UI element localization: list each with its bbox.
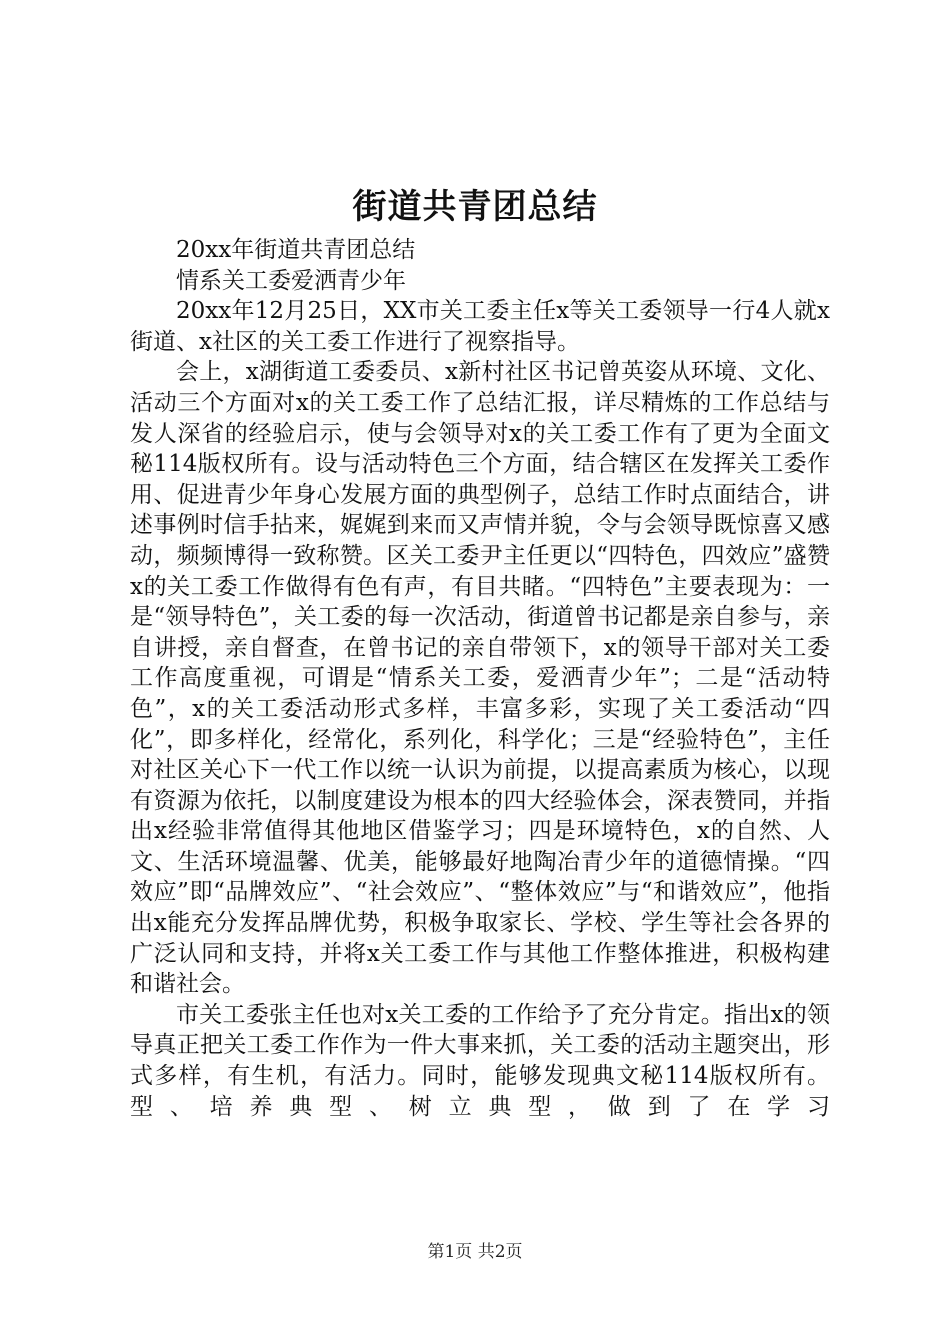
paragraph-intro: 20xx年12月25日，XX市关工委主任x等关工委领导一行4人就x街道、x社区的关工委工作进行了视察指导。 — [130, 298, 830, 355]
page-number-footer: 第1页 共2页 — [427, 1242, 523, 1262]
paragraph-subtitle: 20xx年街道共青团总结 — [176, 237, 416, 263]
paragraph-heading: 情系关工委爱洒青少年 — [176, 267, 406, 294]
document-body — [130, 235, 830, 1122]
document-title: 街道共青团总结 — [352, 187, 598, 227]
paragraph-affirmation: 市关工委张主任也对x关工委的工作给予了充分肯定。指出x的领导真正把关工委工作作为一件大事来抓，关工委的活动主题突出，形式多样，有生机，有活力。同时，能够发现典文秘114版权所有。型、培养典型、树立典型，做到了在学习 — [130, 1001, 830, 1120]
paragraph-meeting: 会上，x湖街道工委委员、x新村社区书记曾英姿从环境、文化、活动三个方面对x的关工委工作了总结汇报，详尽精炼的工作总结与发人深省的经验启示，使与会领导对x的关工委工作有了更为全面文秘114版权所有。设与活动特色三个方面，结合辖区在发挥关工委作用、促进青少年身心发展方面的典型例子，总结工作时点面结合，讲述事例时信手拈来，娓娓到来而又声情并貌，令与会领导既惊喜又感动，频频博得一致称赞。区关工委尹主任更以“四特色，四效应”盛赞x的关工委工作做得有色有声，有目共睹。“四特色”主要表现为：一是“领导特色”，关工委的每一次活动，街道曾书记都是亲自参与，亲自讲授，亲自督查，在曾书记的亲自带领下，x的领导干部对关工委工作高度重视，可谓是“情系关工委，爱洒青少年”；二是“活动特色”，x的关工委活动形式多样，丰富多彩，实现了关工委活动“四化”，即多样化，经常化，系列化，科学化；三是“经验特色”，主任对社区关心下一代工作以统一认识为前提，以提高素质为核心，以现有资源为依托，以制度建设为根本的四大经验体会，深表赞同，并指出x经验非常值得其他地区借鉴学习；四是环境特色，x的自然、人文、生活环境温馨、优美，能够最好地陶冶青少年的道德情操。“四效应”即“品牌效应”、“社会效应”、“整体效应”与“和谐效应”，他指出x能充分发挥品牌优势，积极争取家长、学校、学生等社会各界的广泛认同和支持，并将x关工委工作与其他工作整体推进，积极构建和谐社会。 — [130, 359, 830, 998]
